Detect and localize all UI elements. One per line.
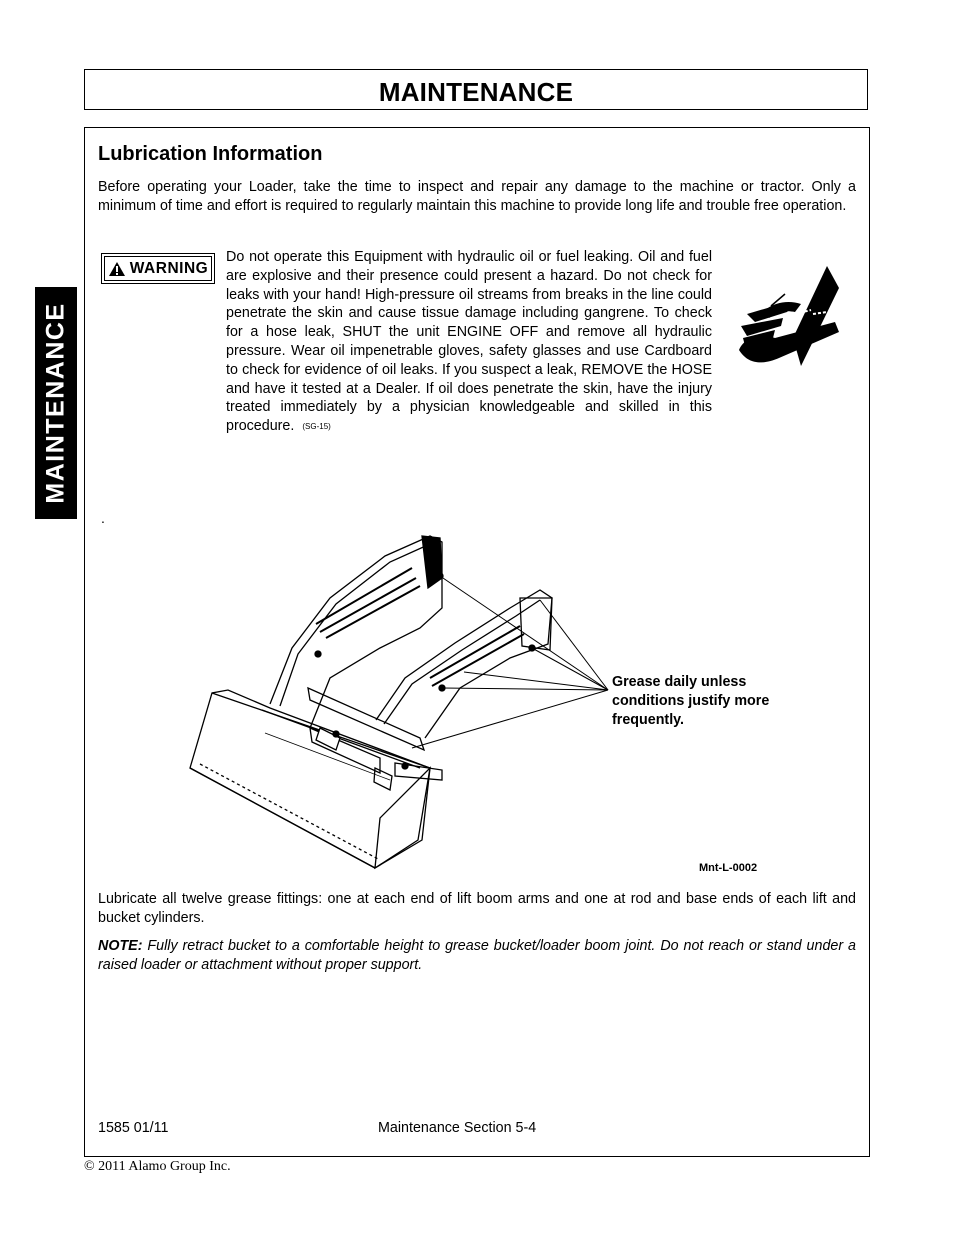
grease-callout-label: Grease daily unless conditions justify more frequently.	[612, 674, 770, 728]
footer-section: Maintenance Section 5-4	[378, 1120, 537, 1136]
warning-triangle-icon	[108, 261, 126, 277]
warning-paragraph	[226, 248, 712, 437]
warning-text: Do not operate this Equipment with hydraulic oil or fuel leaking. Oil and fuel are explosive and their presence could present a hazard. Do not check for leaks with your hand! High-pressure oil streams from breaks in the line could penetrate the skin and cause tissue damage including gangrene. To check for a hose leak, SHUT the unit ENGINE OFF and remove all hydraulic pressure. Wear oil impenetrable gloves, safety glasses and use Cardboard to check for evidence of oil leaks. If you suspect a leak, REMOVE the HOSE and have it tested at a Dealer. If oil does penetrate the skin, have the injury treated immediately by a physician knowledgeable and skilled in this procedure.	[226, 249, 712, 435]
note-text: Fully retract bucket to a comfortable height to grease bucket/loader boom joint. Do not reach or stand under a raised loader or attachment without proper support.	[98, 938, 856, 973]
copyright: © 2011 Alamo Group Inc.	[84, 1159, 231, 1174]
lubricate-paragraph: Lubricate all twelve grease fittings: one at each end of lift boom arms and one at rod and base ends of each lift and bucket cylinders.	[98, 891, 856, 926]
side-tab	[35, 287, 77, 519]
warning-code: (SG-15)	[302, 422, 331, 432]
hydraulic-leak-hand-icon	[735, 266, 841, 376]
note-label: NOTE:	[98, 938, 143, 954]
warning-label: WARNING	[129, 259, 209, 277]
stray-mark: .	[101, 510, 105, 526]
side-tab-label: MAINTENANCE	[41, 302, 70, 504]
note-paragraph	[98, 937, 856, 975]
intro-paragraph: Before operating your Loader, take the time to inspect and repair any damage to the machine or tractor. Only a minimum of time and effort is required to regularly maintain this machine to provide long life and trouble free operation.	[98, 179, 856, 214]
page-title: MAINTENANCE	[378, 77, 574, 107]
footer-model-date: 1585 01/11	[98, 1120, 169, 1136]
section-title: Lubrication Information	[98, 143, 323, 165]
figure-id: Mnt-L-0002	[699, 862, 758, 874]
header-box	[84, 69, 868, 110]
front-loader-illustration	[180, 528, 640, 878]
warning-badge	[101, 253, 215, 284]
